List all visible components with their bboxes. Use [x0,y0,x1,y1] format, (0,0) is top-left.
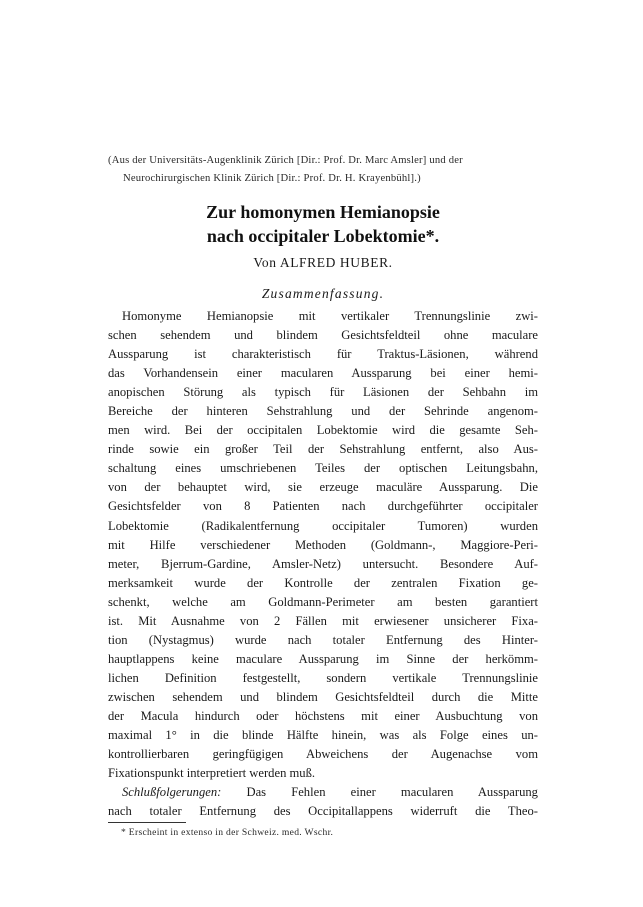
conclusion-line-2: nach totaler Entfernung des Occipitallappens widerruft die Theo- [108,804,538,819]
body-line: mit Hilfe verschiedener Methoden (Goldmann-, Maggiore-Peri- [108,537,538,552]
body-line: anopischen Störung als typisch für Läsionen der Sehbahn im [108,385,538,400]
body-line: lichen Definition festgestellt, sondern vertikale Trennungslinie [108,670,538,685]
body-line: das Vorhandensein einer macularen Aussparung bei einer hemi- [108,366,538,381]
conclusion-line-1-text: Das Fehlen einer macularen Aussparung [246,785,538,800]
body-line: maximal 1° in die blinde Hälfte hinein, was als Folge eines un- [108,728,538,743]
body-line: Fixationspunkt interpretiert werden muß. [108,766,316,781]
affiliation-line-1: (Aus der Universitäts-Augenklinik Zürich [Dir.: Prof. Dr. Marc Amsler] und der [108,155,463,166]
article-title [108,200,538,248]
body-line: meter, Bjerrum-Gardine, Amsler-Netz) untersucht. Besondere Auf- [108,556,538,571]
body-line: zwischen sehendem und blindem Gesichtsfeldteil durch die Mitte [108,689,538,704]
title-line-1: Zur homonymen Hemianopsie [206,202,440,222]
body-line: Lobektomie (Radikalentfernung occipitaler Tumoren) wurden [108,518,538,533]
abstract-body [108,307,538,821]
body-line: hauptlappens keine maculare Aussparung im Sinne der herkömm- [108,651,538,666]
body-line: Aussparung ist charakteristisch für Traktus-Läsionen, während [108,347,538,362]
body-line: kontrollierbaren geringfügigen Abweichens der Augenachse vom [108,747,538,762]
body-line: rinde sowie ein großer Teil der Sehstrahlung entfernt, also Aus- [108,442,538,457]
body-line: Bereiche der hinteren Sehstrahlung und der Sehrinde angenom- [108,404,538,419]
conclusion-line-1 [108,783,538,802]
body-line: schaltung eines umschriebenen Teiles der optischen Leitungsbahn, [108,461,538,476]
section-heading: Zusammenfassung. [261,286,385,301]
body-line: Gesichtsfelder von 8 Patienten nach durchgeführter occipitaler [108,499,538,514]
conclusion-label: Schlußfolgerungen: [122,785,222,800]
affiliation-line-2: Neurochirurgischen Klinik Zürich [Dir.: Prof. Dr. H. Krayenbühl].) [123,173,421,184]
body-line: ist. Mit Ausnahme von 2 Fällen mit erwiesener unsicherer Fixa- [108,613,538,628]
title-line-2: nach occipitaler Lobektomie*. [206,226,440,246]
body-line: der Macula hindurch oder höchstens mit einer Ausbuchtung von [108,708,538,723]
body-line: merksamkeit wurde der Kontrolle der zentralen Fixation ge- [108,575,538,590]
body-line: men wird. Bei der occipitalen Lobektomie wird die gesamte Seh- [108,423,538,438]
body-line: Homonyme Hemianopsie mit vertikaler Trennungslinie zwi- [122,309,538,323]
body-line: tion (Nystagmus) wurde nach totaler Entfernung des Hinter- [108,632,538,647]
footnote-rule [108,822,186,823]
footnote: * Erscheint in extenso in der Schweiz. med. Wschr. [121,827,334,838]
affiliation [108,152,538,188]
body-line: von der behauptet wird, sie erzeuge maculäre Aussparung. Die [108,480,538,495]
body-line: schenkt, welche am Goldmann-Perimeter am besten garantiert [108,594,538,609]
author-line: Von ALFRED HUBER. [253,255,393,270]
body-line: schen sehendem und blindem Gesichtsfeldteil ohne maculare [108,328,538,343]
